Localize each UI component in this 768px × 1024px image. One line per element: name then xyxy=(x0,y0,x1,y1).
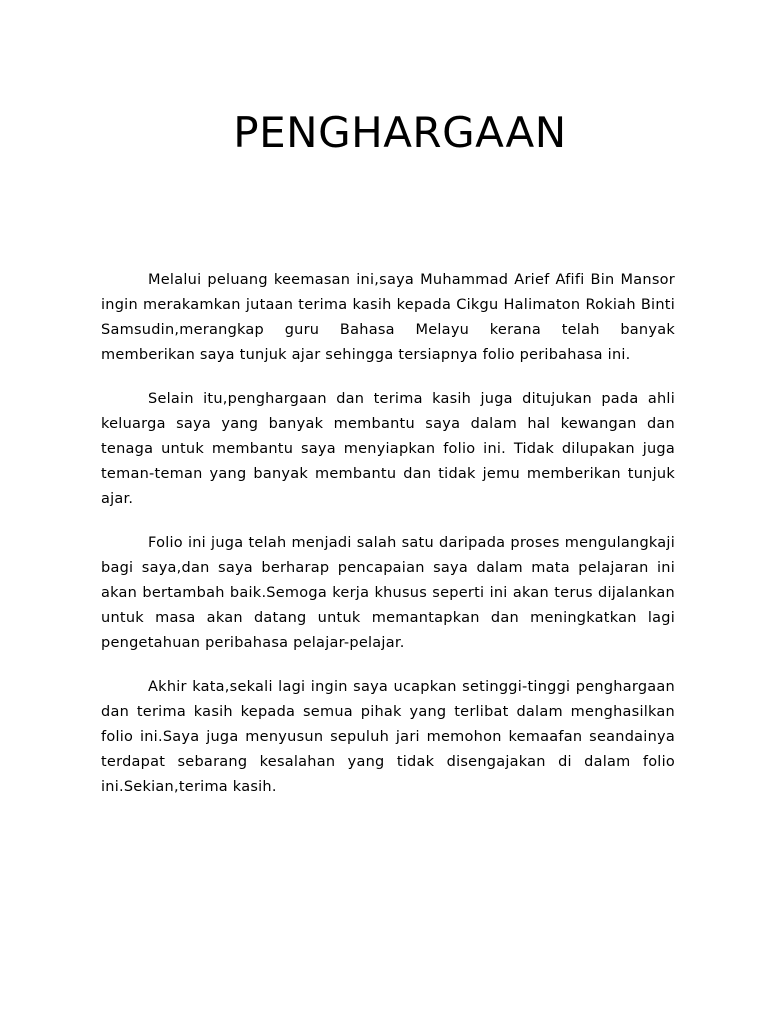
page-title: PENGHARGAAN xyxy=(233,108,567,157)
document-body xyxy=(101,268,675,819)
paragraph-1: Melalui peluang keemasan ini,saya Muhammad Arief Afifi Bin Mansor ingin merakamkan jutaan terima kasih kepada Cikgu Halimaton Rokiah Binti Samsudin,merangkap guru Bahasa Melayu kerana telah banyak memberikan saya tunjuk ajar sehingga tersiapnya folio peribahasa ini. xyxy=(101,272,675,363)
paragraph-3: Folio ini juga telah menjadi salah satu daripada proses mengulangkaji bagi saya,dan saya berharap pencapaian saya dalam mata pelajaran ini akan bertambah baik.Semoga kerja khusus seperti ini akan terus dijalankan untuk masa akan datang untuk memantapkan dan meningkatkan lagi pengetahuan peribahasa pelajar-pelajar. xyxy=(101,535,675,651)
paragraph-4: Akhir kata,sekali lagi ingin saya ucapkan setinggi-tinggi penghargaan dan terima kasih kepada semua pihak yang terlibat dalam menghasilkan folio ini.Saya juga menyusun sepuluh jari memohon kemaafan seandainya terdapat sebarang kesalahan yang tidak disengajakan di dalam folio ini.Sekian,terima kasih. xyxy=(101,679,675,795)
paragraph-2: Selain itu,penghargaan dan terima kasih juga ditujukan pada ahli keluarga saya yang banyak membantu saya dalam hal kewangan dan tenaga untuk membantu saya menyiapkan folio ini. Tidak dilupakan juga teman-teman yang banyak membantu dan tidak jemu memberikan tunjuk ajar. xyxy=(101,391,675,507)
